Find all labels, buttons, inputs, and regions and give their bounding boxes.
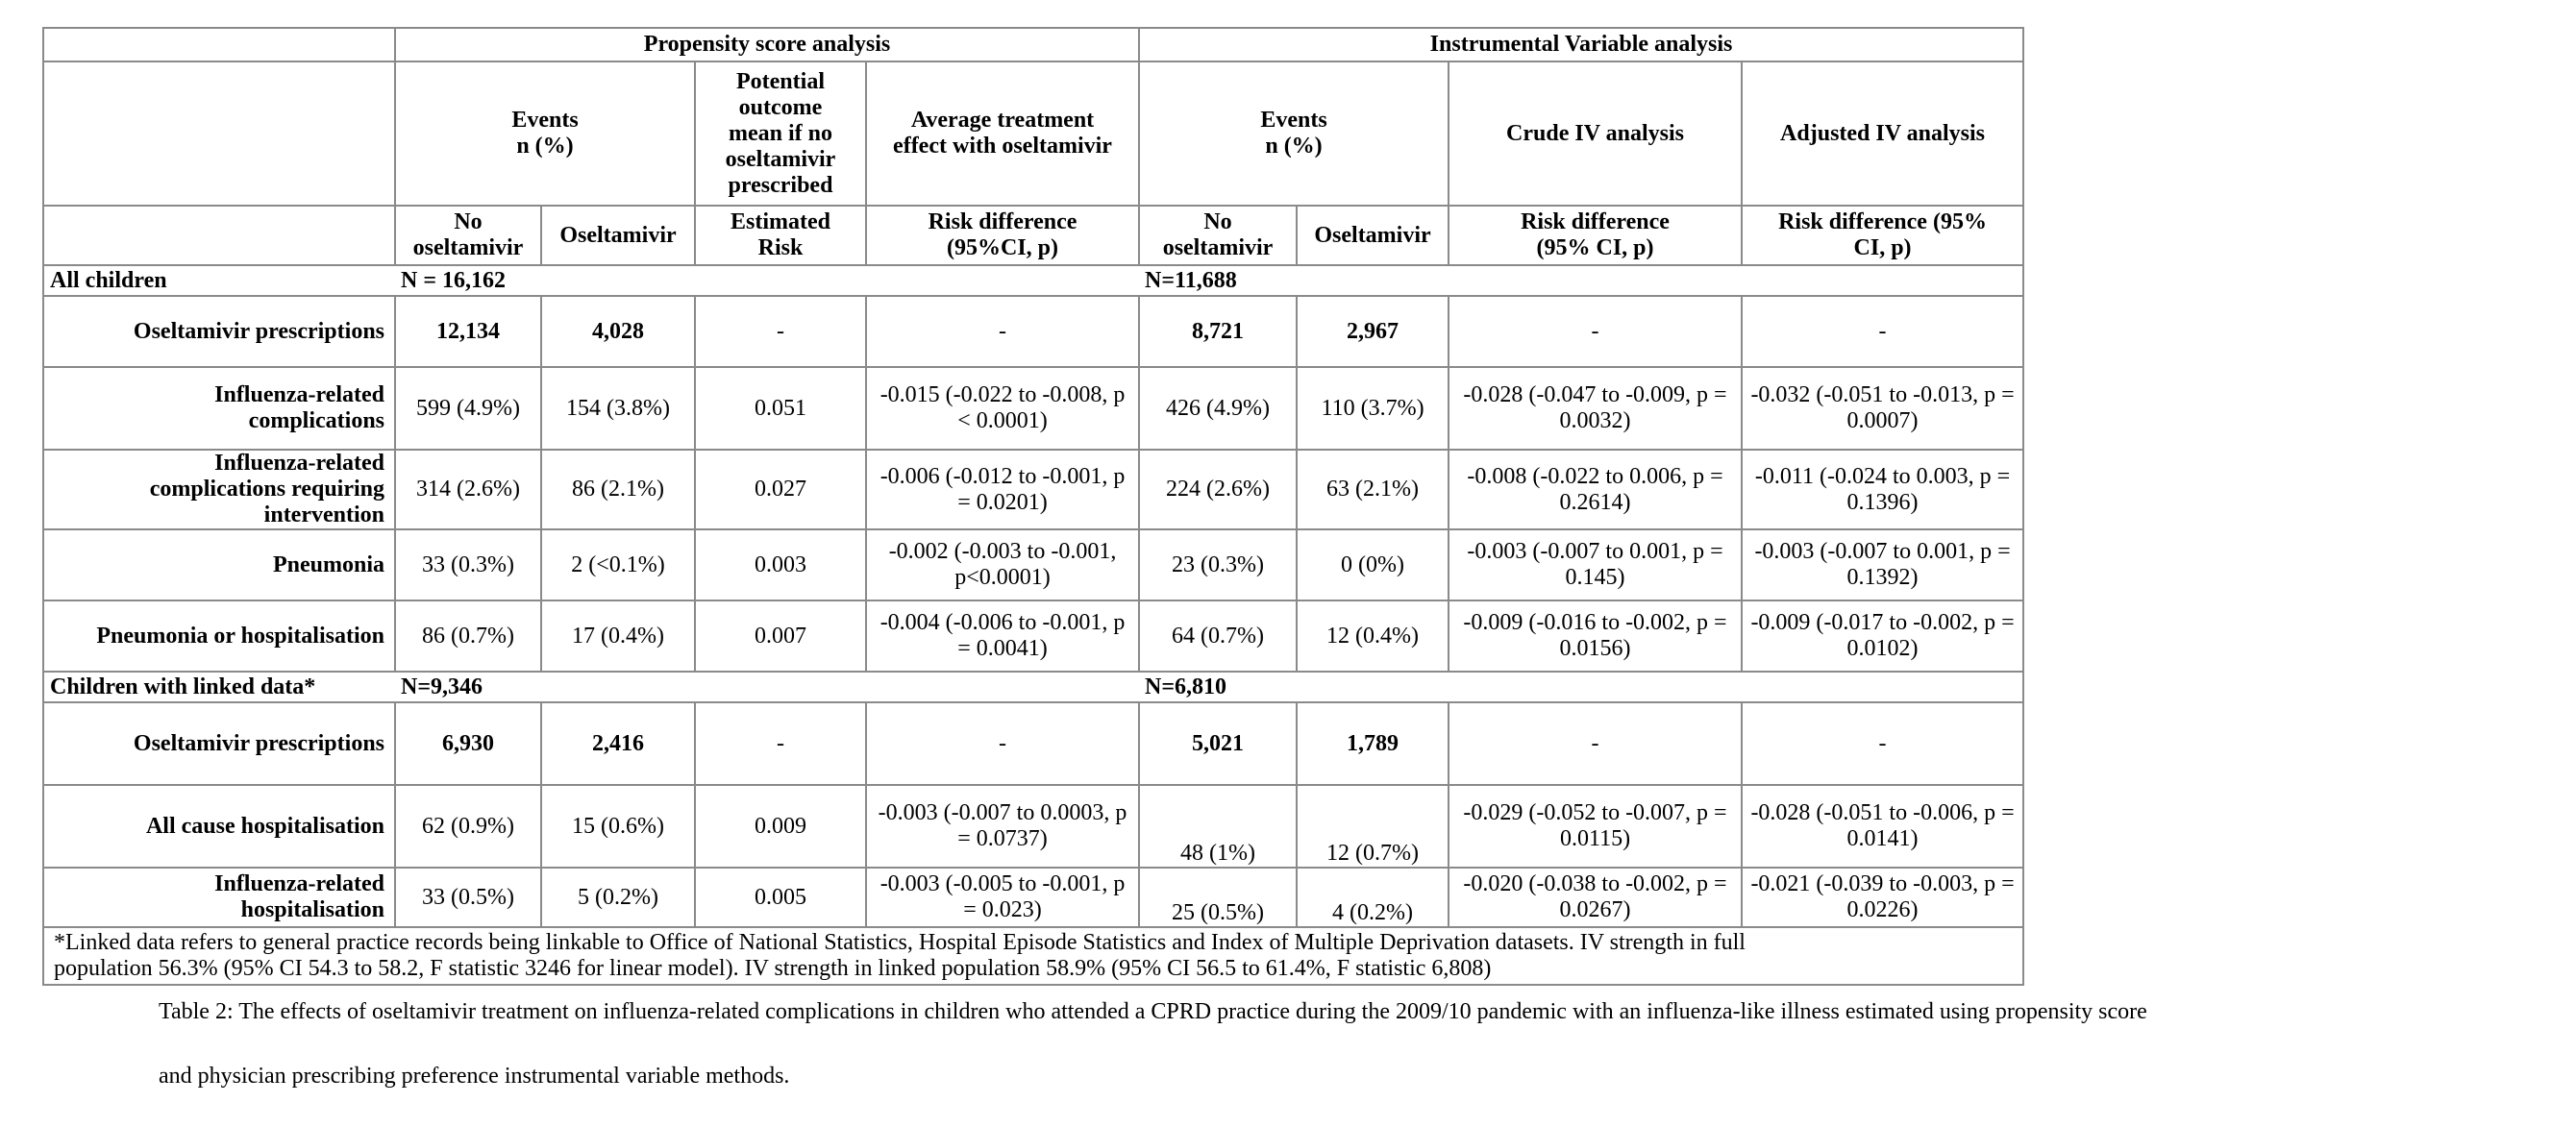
cell-ps-no-oseltamivir: 62 (0.9%): [395, 785, 541, 868]
section-n-ps: N=9,346: [395, 672, 695, 702]
cell-estimated-risk: 0.003: [695, 529, 866, 600]
cell-ps-oseltamivir: 5 (0.2%): [541, 868, 695, 927]
cell-ps-risk-difference: -0.003 (-0.007 to 0.0003, p = 0.0737): [866, 785, 1139, 868]
cell-ps-no-oseltamivir: 33 (0.3%): [395, 529, 541, 600]
results-table-container: [42, 27, 2022, 986]
cell-iv-oseltamivir: 63 (2.1%): [1297, 450, 1449, 529]
col-iv-no-oseltamivir: No oseltamivir: [1139, 206, 1297, 265]
cell-iv-oseltamivir: 0 (0%): [1297, 529, 1449, 600]
cell-adjusted-risk-difference: -0.028 (-0.051 to -0.006, p = 0.0141): [1742, 785, 2023, 868]
row-label: Pneumonia or hospitalisation: [43, 600, 395, 672]
section-n-ps: N = 16,162: [395, 265, 695, 296]
section-spacer: [695, 672, 1139, 702]
row-label: Influenza-related hospitalisation: [43, 868, 395, 927]
section-spacer: [1449, 672, 2023, 702]
results-table: [42, 27, 2024, 986]
cell-crude-risk-difference: -0.020 (-0.038 to -0.002, p = 0.0267): [1449, 868, 1742, 927]
cell-adjusted-risk-difference: -0.011 (-0.024 to 0.003, p = 0.1396): [1742, 450, 2023, 529]
table-row: [43, 785, 2023, 868]
row-label: Pneumonia: [43, 529, 395, 600]
col-estimated-risk: Estimated Risk: [695, 206, 866, 265]
cell-iv-no-oseltamivir: 25 (0.5%): [1139, 868, 1297, 927]
iv-adjusted-header: Adjusted IV analysis: [1742, 61, 2023, 206]
corner-cell: [43, 61, 395, 206]
cell-crude-risk-difference: -: [1449, 296, 1742, 367]
header-row-2: [43, 61, 2023, 206]
row-label: Oseltamivir prescriptions: [43, 296, 395, 367]
cell-iv-no-oseltamivir: 64 (0.7%): [1139, 600, 1297, 672]
header-row-1: [43, 28, 2023, 61]
cell-adjusted-risk-difference: -0.021 (-0.039 to -0.003, p = 0.0226): [1742, 868, 2023, 927]
cell-estimated-risk: 0.005: [695, 868, 866, 927]
cell-ps-oseltamivir: 2 (<0.1%): [541, 529, 695, 600]
cell-adjusted-risk-difference: -: [1742, 296, 2023, 367]
col-crude-risk-difference: Risk difference (95% CI, p): [1449, 206, 1742, 265]
cell-estimated-risk: 0.051: [695, 367, 866, 450]
cell-adjusted-risk-difference: -0.032 (-0.051 to -0.013, p = 0.0007): [1742, 367, 2023, 450]
cell-ps-oseltamivir: 15 (0.6%): [541, 785, 695, 868]
section-n-iv: N=6,810: [1139, 672, 1449, 702]
cell-ps-oseltamivir: 4,028: [541, 296, 695, 367]
cell-iv-no-oseltamivir: 23 (0.3%): [1139, 529, 1297, 600]
cell-ps-risk-difference: -: [866, 296, 1139, 367]
cell-ps-no-oseltamivir: 33 (0.5%): [395, 868, 541, 927]
cell-ps-risk-difference: -0.002 (-0.003 to -0.001, p<0.0001): [866, 529, 1139, 600]
cell-adjusted-risk-difference: -0.003 (-0.007 to 0.001, p = 0.1392): [1742, 529, 2023, 600]
cell-ps-no-oseltamivir: 599 (4.9%): [395, 367, 541, 450]
col-ps-oseltamivir: Oseltamivir: [541, 206, 695, 265]
cell-ps-oseltamivir: 86 (2.1%): [541, 450, 695, 529]
cell-iv-oseltamivir: 2,967: [1297, 296, 1449, 367]
cell-iv-no-oseltamivir: 48 (1%): [1139, 785, 1297, 868]
row-label: Influenza-related complications requiring intervention: [43, 450, 395, 529]
section-spacer: [1449, 265, 2023, 296]
table-row: [43, 450, 2023, 529]
table-row: [43, 529, 2023, 600]
ps-analysis-header: Propensity score analysis: [395, 28, 1139, 61]
cell-ps-no-oseltamivir: 314 (2.6%): [395, 450, 541, 529]
iv-analysis-header: Instrumental Variable analysis: [1139, 28, 2023, 61]
cell-estimated-risk: 0.007: [695, 600, 866, 672]
cell-crude-risk-difference: -0.008 (-0.022 to 0.006, p = 0.2614): [1449, 450, 1742, 529]
cell-ps-risk-difference: -: [866, 702, 1139, 785]
cell-iv-oseltamivir: 1,789: [1297, 702, 1449, 785]
cell-iv-oseltamivir: 4 (0.2%): [1297, 868, 1449, 927]
cell-iv-no-oseltamivir: 8,721: [1139, 296, 1297, 367]
col-adjusted-risk-difference: Risk difference (95% CI, p): [1742, 206, 2023, 265]
table-caption: [159, 999, 2562, 1090]
table-row: [43, 702, 2023, 785]
cell-ps-risk-difference: -0.015 (-0.022 to -0.008, p < 0.0001): [866, 367, 1139, 450]
section-row-all-children: [43, 265, 2023, 296]
col-ps-no-oseltamivir: No oseltamivir: [395, 206, 541, 265]
cell-ps-no-oseltamivir: 6,930: [395, 702, 541, 785]
cell-ps-oseltamivir: 154 (3.8%): [541, 367, 695, 450]
footnote-row: [43, 927, 2023, 985]
row-label: Influenza-related complications: [43, 367, 395, 450]
caption-line: and physician prescribing preference instrumental variable methods.: [159, 1064, 790, 1089]
cell-iv-no-oseltamivir: 5,021: [1139, 702, 1297, 785]
cell-estimated-risk: 0.009: [695, 785, 866, 868]
cell-crude-risk-difference: -0.029 (-0.052 to -0.007, p = 0.0115): [1449, 785, 1742, 868]
caption-line: Table 2: The effects of oseltamivir treatment on influenza-related complications in children who attended a CPRD practice during the 2009/10 pandemic with an influenza-like illness estimated using propensity score: [159, 999, 2147, 1024]
cell-iv-oseltamivir: 12 (0.7%): [1297, 785, 1449, 868]
cell-ps-risk-difference: -0.004 (-0.006 to -0.001, p = 0.0041): [866, 600, 1139, 672]
cell-crude-risk-difference: -: [1449, 702, 1742, 785]
table-row: [43, 296, 2023, 367]
section-spacer: [695, 265, 1139, 296]
header-row-3: [43, 206, 2023, 265]
cell-crude-risk-difference: -0.003 (-0.007 to 0.001, p = 0.145): [1449, 529, 1742, 600]
cell-estimated-risk: -: [695, 702, 866, 785]
cell-crude-risk-difference: -0.028 (-0.047 to -0.009, p = 0.0032): [1449, 367, 1742, 450]
row-label: All cause hospitalisation: [43, 785, 395, 868]
col-ps-risk-difference: Risk difference (95%CI, p): [866, 206, 1139, 265]
col-iv-oseltamivir: Oseltamivir: [1297, 206, 1449, 265]
cell-ps-oseltamivir: 2,416: [541, 702, 695, 785]
section-n-iv: N=11,688: [1139, 265, 1449, 296]
cell-ps-no-oseltamivir: 86 (0.7%): [395, 600, 541, 672]
iv-crude-header: Crude IV analysis: [1449, 61, 1742, 206]
corner-cell: [43, 206, 395, 265]
cell-estimated-risk: -: [695, 296, 866, 367]
table-row: [43, 367, 2023, 450]
cell-ps-no-oseltamivir: 12,134: [395, 296, 541, 367]
cell-adjusted-risk-difference: -: [1742, 702, 2023, 785]
section-label: All children: [43, 265, 395, 296]
cell-ps-risk-difference: -0.006 (-0.012 to -0.001, p = 0.0201): [866, 450, 1139, 529]
section-label: Children with linked data*: [43, 672, 395, 702]
cell-adjusted-risk-difference: -0.009 (-0.017 to -0.002, p = 0.0102): [1742, 600, 2023, 672]
section-row-linked-data: [43, 672, 2023, 702]
row-label: Oseltamivir prescriptions: [43, 702, 395, 785]
cell-ps-oseltamivir: 17 (0.4%): [541, 600, 695, 672]
corner-cell: [43, 28, 395, 61]
cell-iv-oseltamivir: 12 (0.4%): [1297, 600, 1449, 672]
table-row: [43, 600, 2023, 672]
iv-events-header: Events n (%): [1139, 61, 1449, 206]
cell-iv-no-oseltamivir: 224 (2.6%): [1139, 450, 1297, 529]
cell-iv-no-oseltamivir: 426 (4.9%): [1139, 367, 1297, 450]
cell-ps-risk-difference: -0.003 (-0.005 to -0.001, p = 0.023): [866, 868, 1139, 927]
cell-crude-risk-difference: -0.009 (-0.016 to -0.002, p = 0.0156): [1449, 600, 1742, 672]
cell-estimated-risk: 0.027: [695, 450, 866, 529]
ps-ate-header: Average treatment effect with oseltamivir: [866, 61, 1139, 206]
ps-potential-outcome-header: Potential outcome mean if no oseltamivir prescribed: [695, 61, 866, 206]
ps-events-header: Events n (%): [395, 61, 695, 206]
cell-iv-oseltamivir: 110 (3.7%): [1297, 367, 1449, 450]
table-row: [43, 868, 2023, 927]
table-footnote: *Linked data refers to general practice records being linkable to Office of National Statistics, Hospital Episode Statistics and Index of Multiple Deprivation datasets. IV strength in full population 56.3% (95% CI 54.3 to 58.2, F statistic 3246 for linear model). IV strength in linked population 58.9% (95% CI 56.5 to 61.4%, F statistic 6,808): [43, 927, 2023, 985]
